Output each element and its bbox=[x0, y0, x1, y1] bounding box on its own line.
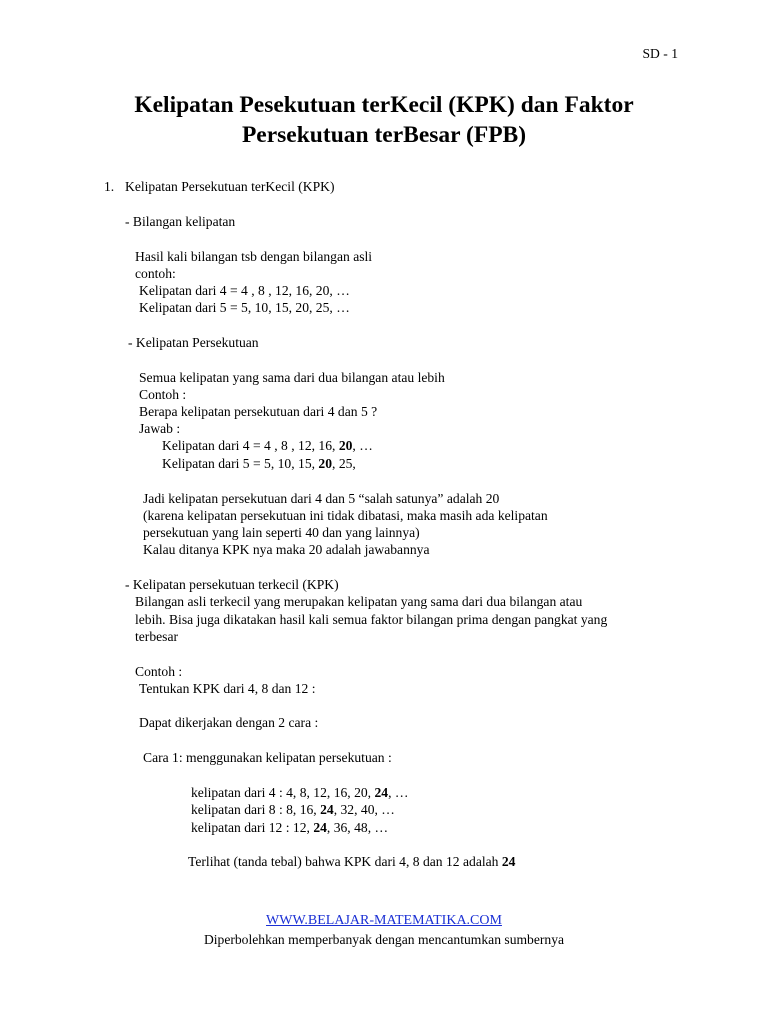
example-label: contoh: bbox=[135, 266, 176, 281]
method-heading: Cara 1: menggunakan kelipatan persekutuan : bbox=[143, 750, 392, 765]
example-line: Kelipatan dari 5 = 5, 10, 15, 20, 25, … bbox=[139, 300, 350, 315]
example-label: Contoh : bbox=[139, 387, 187, 402]
task-text: Tentukan KPK dari 4, 8 dan 12 : bbox=[139, 681, 316, 696]
conclusion-line: Jadi kelipatan persekutuan dari 4 dan 5 “salah satunya” adalah 20 bbox=[143, 491, 500, 506]
multiples-line: kelipatan dari 8 : 8, 16, 24, 32, 40, … bbox=[191, 802, 395, 817]
bold-value: 20 bbox=[318, 456, 333, 471]
result-line: Terlihat (tanda tebal) bahwa KPK dari 4, 8 dan 12 adalah 24 bbox=[188, 854, 516, 869]
question-text: Berapa kelipatan persekutuan dari 4 dan 5 ? bbox=[139, 404, 378, 419]
multiples-line: kelipatan dari 4 : 4, 8, 12, 16, 20, 24, … bbox=[191, 785, 409, 800]
section-number: 1. bbox=[104, 179, 115, 194]
example-label: Contoh : bbox=[135, 664, 183, 679]
multiples-line: kelipatan dari 12 : 12, 24, 36, 48, … bbox=[191, 820, 389, 835]
subheading-kpk: - Kelipatan persekutuan terkecil (KPK) bbox=[125, 577, 339, 592]
subheading-kelipatan-persekutuan: - Kelipatan Persekutuan bbox=[128, 335, 259, 350]
definition-text: Bilangan asli terkecil yang merupakan kelipatan yang sama dari dua bilangan atau bbox=[135, 594, 583, 609]
conclusion-line: Kalau ditanya KPK nya maka 20 adalah jawabannya bbox=[143, 542, 430, 557]
section-heading: Kelipatan Persekutuan terKecil (KPK) bbox=[125, 179, 335, 194]
answer-line: Kelipatan dari 4 = 4 , 8 , 12, 16, 20, … bbox=[162, 438, 373, 453]
example-line: Kelipatan dari 4 = 4 , 8 , 12, 16, 20, … bbox=[139, 283, 350, 298]
bold-value: 24 bbox=[320, 802, 334, 817]
answer-line: Kelipatan dari 5 = 5, 10, 15, 20, 25, bbox=[162, 456, 356, 471]
bold-value: 24 bbox=[313, 820, 327, 835]
bold-value: 24 bbox=[501, 854, 516, 869]
method-intro: Dapat dikerjakan dengan 2 cara : bbox=[139, 715, 319, 730]
bold-value: 24 bbox=[374, 785, 389, 800]
footer-note: Diperbolehkan memperbanyak dengan mencantumkan sumbernya bbox=[203, 932, 565, 947]
bold-value: 20 bbox=[338, 438, 353, 453]
subheading-bilangan-kelipatan: - Bilangan kelipatan bbox=[125, 214, 236, 229]
page-title bbox=[0, 90, 768, 150]
answer-label: Jawab : bbox=[139, 421, 181, 436]
definition-text: Hasil kali bilangan tsb dengan bilangan asli bbox=[135, 249, 373, 264]
definition-text: lebih. Bisa juga dikatakan hasil kali semua faktor bilangan prima dengan pangkat yang bbox=[135, 612, 608, 627]
title-line-1: Kelipatan Pesekutuan terKecil (KPK) dan Faktor bbox=[134, 92, 634, 118]
title-line-2: Persekutuan terBesar (FPB) bbox=[241, 122, 527, 148]
conclusion-line: (karena kelipatan persekutuan ini tidak dibatasi, maka masih ada kelipatan bbox=[143, 508, 548, 523]
conclusion-line: persekutuan yang lain seperti 40 dan yang lainnya) bbox=[143, 525, 420, 540]
website-link[interactable]: WWW.BELAJAR-MATEMATIKA.COM bbox=[266, 913, 502, 928]
definition-text: Semua kelipatan yang sama dari dua bilangan atau lebih bbox=[139, 370, 445, 385]
definition-text: terbesar bbox=[135, 629, 179, 644]
page-number: SD - 1 bbox=[642, 46, 678, 61]
